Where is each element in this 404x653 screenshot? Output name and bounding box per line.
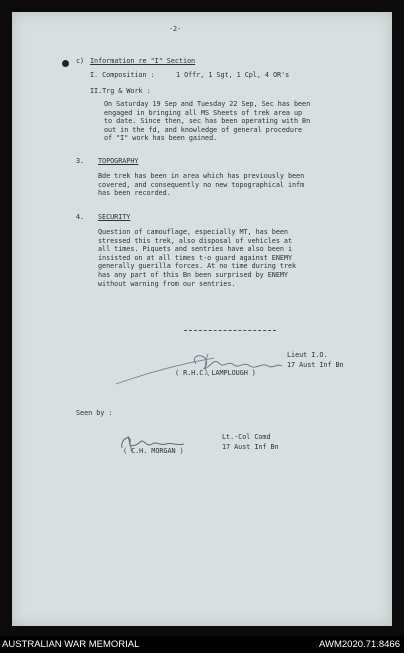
separator-line [184, 330, 276, 331]
item-3-paragraph: Bde trek has been in area which has previously been covered, and consequently no new topographical infm has been recorded. [98, 172, 305, 198]
item-4-heading: SECURITY [98, 213, 131, 221]
item-3-heading: TOPOGRAPHY [98, 157, 139, 165]
page-number: -2- [169, 25, 182, 33]
composition-value: 1 Offr, 1 Sgt, 1 Cpl, 4 OR's [176, 71, 290, 79]
document-page [12, 12, 392, 626]
section-c-heading: Information re "I" Section [90, 57, 196, 65]
composition-label: I. Composition : [90, 71, 155, 79]
section-c-label: c) [76, 57, 85, 65]
signatory-1-rank: Lieut I.O. [287, 351, 328, 359]
signatory-2-unit: 17 Aust Inf Bn [222, 443, 279, 451]
signatory-1-unit: 17 Aust Inf Bn [287, 361, 344, 369]
item-3-number: 3. [76, 157, 85, 165]
signatory-2-rank: Lt.-Col Comd [222, 433, 271, 441]
item-4-paragraph: Question of camouflage, especially MT, has been stressed this trek, also disposal of vehicles at all times. Piquets and sentries have also been i insisted on at all times t-o guard against ENEMY generally guerilla forces. At no time during trek has any part of this Bn been surprised by ENEMY without warning from our sentries. [98, 228, 297, 288]
signatory-1-name: ( R.H.C. LAMPLOUGH ) [175, 369, 256, 377]
item-4-number: 4. [76, 213, 85, 221]
signature-lamplough [110, 344, 300, 390]
signatory-2-name: ( C.H. MORGAN ) [123, 447, 184, 455]
footer-accession-number: AWM2020.71.8466 [319, 639, 400, 650]
footer-institution: AUSTRALIAN WAR MEMORIAL [2, 639, 140, 650]
archive-footer [0, 636, 404, 653]
training-label: II.Trg & Work : [90, 87, 151, 95]
punch-hole-icon [62, 60, 69, 67]
seen-by-label: Seen by : [76, 409, 113, 417]
training-paragraph: On Saturday 19 Sep and Tuesday 22 Sep, Sec has been engaged in bringing all MS Sheets of trek area up to date. Since then, sec has been operating with Bn out in the fd, and knowledge of general procedure of "I" work has been gained. [104, 100, 311, 143]
